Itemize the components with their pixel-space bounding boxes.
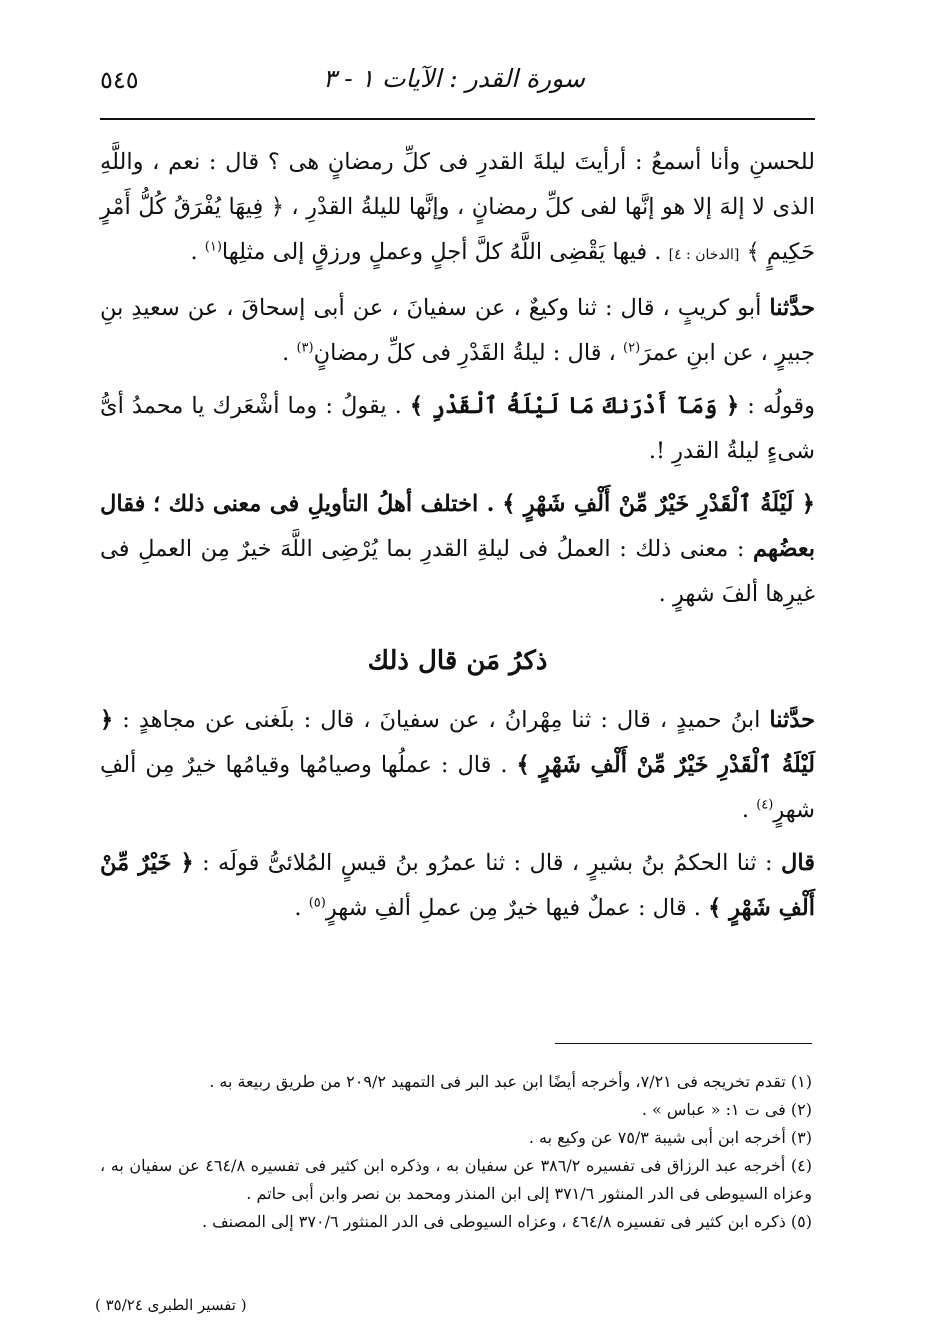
paragraph-2-mid: ، قال : ليلةُ القَدْرِ فى كلِّ رمضانٍ bbox=[313, 340, 616, 366]
paragraph-5-lead: حدَّثنا bbox=[769, 707, 816, 733]
paragraph-3-intro: وقولُه : bbox=[747, 393, 816, 419]
paragraph-1-text: للحسنِ وأنا أسمعُ : أرأيتَ ليلةَ القدرِ فى كلِّ رمضانٍ هى ؟ قال : نعم ، واللَّهِ الذى لا إلهَ إلا هو إنَّها لفى كلِّ رمضانٍ ، وإنَّها لليلةُ القدْرِ ، ﴿ فِيهَا يُفْرَقُ كُلُّ أَمْرٍ حَكِيمٍ ﴾ bbox=[100, 149, 815, 265]
paragraph-4-text-a: . اختلف أهلُ التأويلِ فى معنى ذلك ؛ bbox=[153, 491, 495, 517]
paragraph-4-lead: فقال بعضُهم bbox=[100, 491, 815, 562]
paragraph-2-text: أبو كريبٍ ، قال : ثنا وكيعٌ ، عن سفيانَ ، عن أبى إسحاقَ ، عن سعيدِ بنِ جبيرٍ ، عن ابنِ عمرَ bbox=[100, 295, 815, 366]
footnote-marker-1: (١) bbox=[204, 239, 222, 255]
running-title: سورة القدر : الآيات ١ - ٣ bbox=[322, 64, 585, 93]
quran-quote-2: ﴿ لَيْلَةُ ٱلْقَدْرِ خَيْرٌ مِّنْ أَلْفِ شَهْرٍ ﴾ bbox=[502, 491, 815, 517]
footnote-marker-3: (٣) bbox=[296, 340, 314, 356]
paragraph-6: قال : ثنا الحكمُ بنُ بشيرٍ ، قال : ثنا عمرُو بنُ قيسٍ المُلائىُّ قولَه : ﴿ خَيْرٌ مِّنْ أَلْفِ شَهْرٍ ﴾ . قال : عملٌ فيها خيرٌ مِن عملِ ألفِ شهرٍ$^{(٥)}$ . bbox=[100, 850, 815, 921]
quran-quote-3: ﴿ لَيْلَةُ ٱلْقَدْرِ خَيْرٌ مِّنْ أَلْفِ شَهْرٍ ﴾ bbox=[100, 707, 816, 778]
paragraph-3 bbox=[100, 384, 815, 474]
paragraph-4 bbox=[100, 482, 815, 617]
page-header bbox=[100, 58, 815, 108]
paragraph-1: للحسنِ وأنا أسمعُ : أرأيتَ ليلةَ القدرِ فى كلِّ رمضانٍ هى ؟ قال : نعم ، واللَّهِ الذى لا إلهَ إلا هو إنَّها لفى كلِّ رمضانٍ ، وإنَّها لليلةُ القدْرِ ، ﴿ فِيهَا يُفْرَقُ كُلُّ أَمْرٍ حَكِيمٍ ﴾ [الدخان : ٤] . فيها يَقْضِى اللَّهُ كلَّ أجلٍ وعملٍ ورزقٍ إلى مثلِها$^{(١)}$ . bbox=[100, 149, 815, 265]
main-text bbox=[100, 140, 815, 939]
paragraph-4-text-b: : معنى ذلك : العملُ فى ليلةِ القدرِ بما يُرْضِى اللَّهَ خيرٌ مِن العملِ فى غيرِها ألفَ شهرٍ . bbox=[100, 536, 815, 607]
footnote-marker-4: (٤) bbox=[756, 797, 774, 813]
book-signature: ( تفسير الطبرى ٣٥/٢٤ ) bbox=[95, 1296, 247, 1314]
footnote-rule bbox=[555, 1043, 812, 1044]
paragraph-2: حدَّثنا أبو كريبٍ ، قال : ثنا وكيعٌ ، عن سفيانَ ، عن أبى إسحاقَ ، عن سعيدِ بنِ جبيرٍ ، عن ابنِ عمرَ$^{(٢)}$ ، قال : ليلةُ القَدْرِ فى كلِّ رمضانٍ$^{(٣)}$ . bbox=[100, 295, 815, 366]
quran-reference: [الدخان : ٤] bbox=[668, 247, 740, 263]
paragraph-6-text-a: : ثنا الحكمُ بنُ بشيرٍ ، قال : ثنا عمرُو بنُ قيسٍ المُلائىُّ قولَه : bbox=[202, 850, 773, 876]
paragraph-5-text-b: . قال : عملُها وصيامُها وقيامُها خيرٌ مِن ألفِ شهرٍ bbox=[100, 752, 815, 823]
quran-quote-4: ﴿ خَيْرٌ مِّنْ أَلْفِ شَهْرٍ ﴾ bbox=[100, 850, 815, 921]
footnote-2: (٢) فى ت ١: « عباس » . bbox=[641, 1100, 812, 1119]
footnote-3: (٣) أخرجه ابن أبى شيبة ٧٥/٣ عن وكيع به . bbox=[528, 1128, 812, 1147]
paragraph-5-text-a: ابنُ حميدٍ ، قال : ثنا مِهْرانُ ، عن سفيانَ ، قال : بلَغنى عن مجاهدٍ : bbox=[122, 707, 761, 733]
footnotes bbox=[100, 1068, 812, 1236]
paragraph-6-lead: قال bbox=[781, 850, 815, 876]
quran-quote-1: ﴿ وَمَآ أَدْرَنكَ مَا لَيْلَةُ ٱلْقَدْرِ ﴾ bbox=[409, 393, 740, 419]
footnote-marker-2: (٢) bbox=[623, 340, 641, 356]
footnote-4: (٤) أخرجه عبد الرزاق فى تفسيره ٣٨٦/٢ عن سفيان به ، وذكره ابن كثير فى تفسيره ٤٦٤/٨ عن سفيان به ، وعزاه السيوطى فى الدر المنثور ٣٧١/٦ إلى ابن المنذر ومحمد بن نصر وابن أبى حاتم . bbox=[100, 1156, 812, 1203]
paragraph-5: حدَّثنا ابنُ حميدٍ ، قال : ثنا مِهْرانُ ، عن سفيانَ ، قال : بلَغنى عن مجاهدٍ : ﴿ لَيْلَةُ ٱلْقَدْرِ خَيْرٌ مِّنْ أَلْفِ شَهْرٍ ﴾ . قال : عملُها وصيامُها وقيامُها خيرٌ مِن ألفِ شهرٍ$^{(٤)}$ . bbox=[100, 707, 816, 823]
footnote-marker-5: (٥) bbox=[308, 895, 326, 911]
section-heading: ذكرُ مَن قال ذلك bbox=[367, 646, 548, 676]
paragraph-1-end: . فيها يَقْضِى اللَّهُ كلَّ أجلٍ وعملٍ ورزقٍ إلى مثلِها bbox=[221, 239, 662, 265]
paragraph-3-text: . يقولُ : وما أشْعَرك يا محمدُ أىُّ شىءٍ ليلةُ القدرِ !. bbox=[100, 393, 815, 464]
footnote-1: (١) تقدم تخريجه فى ٧/٢١، وأخرجه أيضًا ابن عبد البر فى التمهيد ٢٠٩/٢ من طريق ربيعة به . bbox=[209, 1072, 812, 1091]
paragraph-6-text-b: . قال : عملٌ فيها خيرٌ مِن عملِ ألفِ شهرٍ bbox=[325, 895, 701, 921]
paragraph-2-lead: حدَّثنا bbox=[769, 295, 815, 321]
header-rule bbox=[100, 118, 815, 120]
footnote-5: (٥) ذكره ابن كثير فى تفسيره ٤٦٤/٨ ، وعزاه السيوطى فى الدر المنثور ٣٧٠/٦ إلى المصنف . bbox=[201, 1212, 812, 1231]
page-number: ٥٤٥ bbox=[100, 66, 139, 94]
